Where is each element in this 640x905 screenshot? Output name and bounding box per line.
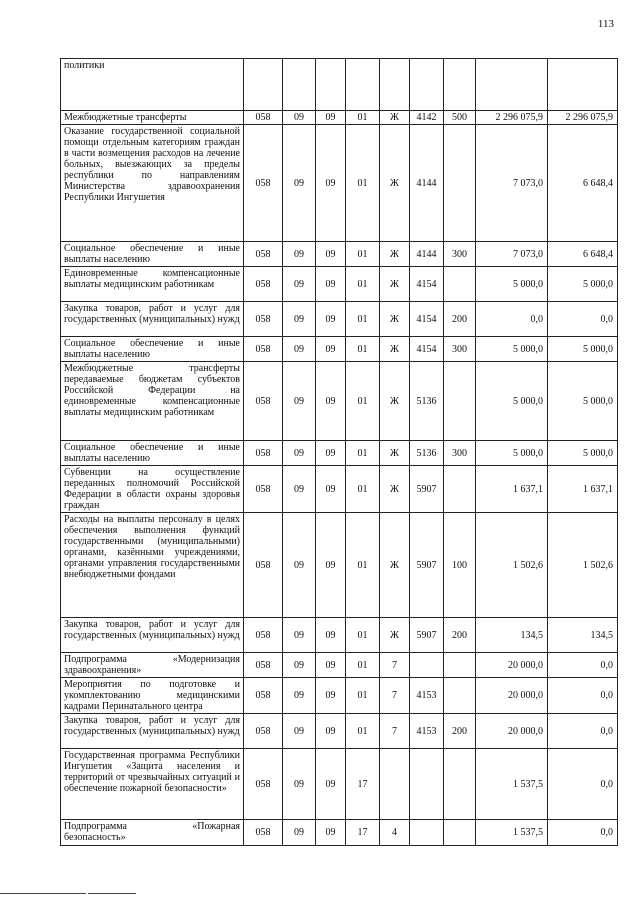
row-pr: 09 <box>316 513 346 618</box>
row-ved: 058 <box>244 466 283 513</box>
row-ved: 058 <box>244 618 283 653</box>
row-pr: 09 <box>316 337 346 362</box>
row-vr: 200 <box>444 618 476 653</box>
row-rz: 09 <box>283 125 316 242</box>
row-sum-plan: 1 637,1 <box>476 466 548 513</box>
row-sum-fact: 5 000,0 <box>548 267 618 302</box>
row-sum-fact: 6 648,4 <box>548 125 618 242</box>
row-ved: 058 <box>244 362 283 441</box>
row-cs-direction <box>410 59 444 111</box>
row-cs-direction: 4154 <box>410 302 444 337</box>
row-sum-plan: 0,0 <box>476 302 548 337</box>
row-cs-program: 01 <box>346 267 380 302</box>
row-cs-direction: 5136 <box>410 441 444 466</box>
budget-table <box>60 58 618 846</box>
table-row <box>61 513 618 618</box>
row-sum-fact: 134,5 <box>548 618 618 653</box>
row-sum-fact: 0,0 <box>548 820 618 846</box>
row-cs-program <box>346 59 380 111</box>
row-sum-plan: 5 000,0 <box>476 267 548 302</box>
row-cs-subprogram: 4 <box>380 820 410 846</box>
row-sum-plan <box>476 59 548 111</box>
table-row <box>61 678 618 714</box>
row-vr <box>444 678 476 714</box>
row-sum-fact: 5 000,0 <box>548 441 618 466</box>
row-pr <box>316 59 346 111</box>
row-ved: 058 <box>244 242 283 267</box>
table-row <box>61 337 618 362</box>
row-sum-plan: 5 000,0 <box>476 441 548 466</box>
row-name: Межбюджетные трансферты <box>61 111 244 125</box>
row-vr: 300 <box>444 441 476 466</box>
row-cs-subprogram: Ж <box>380 466 410 513</box>
row-cs-direction: 4153 <box>410 714 444 749</box>
row-ved: 058 <box>244 820 283 846</box>
row-vr <box>444 362 476 441</box>
row-pr: 09 <box>316 678 346 714</box>
row-name: Государственная программа Республики Ингушетия «Защита населения и территорий от чрезвычайных ситуаций и обеспечение пожарной безопасности» <box>61 749 244 820</box>
row-rz: 09 <box>283 362 316 441</box>
row-pr: 09 <box>316 242 346 267</box>
row-pr: 09 <box>316 362 346 441</box>
row-cs-direction <box>410 820 444 846</box>
row-sum-fact: 0,0 <box>548 714 618 749</box>
row-sum-fact: 0,0 <box>548 302 618 337</box>
table-row <box>61 362 618 441</box>
row-cs-program: 01 <box>346 466 380 513</box>
row-rz: 09 <box>283 441 316 466</box>
row-pr: 09 <box>316 618 346 653</box>
table-row <box>61 59 618 111</box>
row-sum-fact: 1 637,1 <box>548 466 618 513</box>
row-vr <box>444 59 476 111</box>
row-vr: 100 <box>444 513 476 618</box>
row-ved: 058 <box>244 125 283 242</box>
row-vr: 500 <box>444 111 476 125</box>
row-ved: 058 <box>244 111 283 125</box>
row-vr <box>444 653 476 678</box>
row-cs-subprogram <box>380 749 410 820</box>
row-sum-plan: 2 296 075,9 <box>476 111 548 125</box>
row-vr <box>444 820 476 846</box>
row-sum-fact: 2 296 075,9 <box>548 111 618 125</box>
row-rz: 09 <box>283 714 316 749</box>
row-pr: 09 <box>316 125 346 242</box>
row-rz: 09 <box>283 820 316 846</box>
row-name: Социальное обеспечение и иные выплаты населению <box>61 337 244 362</box>
row-name: Субвенции на осуществление переданных полномочий Российской Федерации в области охраны здоровья граждан <box>61 466 244 513</box>
row-sum-plan: 20 000,0 <box>476 678 548 714</box>
table-row <box>61 111 618 125</box>
row-ved: 058 <box>244 513 283 618</box>
row-vr <box>444 466 476 513</box>
row-cs-subprogram: Ж <box>380 441 410 466</box>
row-cs-direction <box>410 653 444 678</box>
row-name: Закупка товаров, работ и услуг для государственных (муниципальных) нужд <box>61 302 244 337</box>
row-pr: 09 <box>316 466 346 513</box>
row-ved: 058 <box>244 749 283 820</box>
row-pr: 09 <box>316 820 346 846</box>
row-sum-plan: 7 073,0 <box>476 125 548 242</box>
row-cs-direction: 5907 <box>410 513 444 618</box>
row-vr: 200 <box>444 714 476 749</box>
row-cs-direction: 4142 <box>410 111 444 125</box>
row-cs-program: 01 <box>346 653 380 678</box>
row-rz <box>283 59 316 111</box>
row-cs-program: 01 <box>346 618 380 653</box>
table-row <box>61 820 618 846</box>
row-sum-plan: 20 000,0 <box>476 653 548 678</box>
row-cs-program: 01 <box>346 337 380 362</box>
row-sum-fact <box>548 59 618 111</box>
row-vr <box>444 267 476 302</box>
row-cs-program: 17 <box>346 749 380 820</box>
table-row <box>61 125 618 242</box>
row-sum-plan: 134,5 <box>476 618 548 653</box>
row-cs-program: 01 <box>346 362 380 441</box>
row-name: Расходы на выплаты персоналу в целях обеспечения выполнения функций государственными (муниципальными) органами, казёнными учреждениями, органами управления государственными внебюджетными фондами <box>61 513 244 618</box>
row-cs-direction: 5907 <box>410 618 444 653</box>
table-row <box>61 466 618 513</box>
row-sum-fact: 1 502,6 <box>548 513 618 618</box>
row-name: Подпрограмма «Модернизация здравоохранения» <box>61 653 244 678</box>
table-row <box>61 653 618 678</box>
row-sum-fact: 6 648,4 <box>548 242 618 267</box>
row-cs-subprogram: 7 <box>380 653 410 678</box>
row-pr: 09 <box>316 111 346 125</box>
row-sum-fact: 0,0 <box>548 678 618 714</box>
row-ved: 058 <box>244 441 283 466</box>
row-cs-program: 17 <box>346 820 380 846</box>
row-vr: 300 <box>444 337 476 362</box>
row-name: Межбюджетные трансферты передаваемые бюджетам субъектов Российской Федерации на единовременные компенсационные выплаты медицинским работникам <box>61 362 244 441</box>
row-rz: 09 <box>283 466 316 513</box>
row-vr <box>444 125 476 242</box>
row-sum-plan: 1 502,6 <box>476 513 548 618</box>
row-rz: 09 <box>283 337 316 362</box>
row-cs-program: 01 <box>346 111 380 125</box>
row-cs-subprogram: 7 <box>380 714 410 749</box>
row-cs-program: 01 <box>346 513 380 618</box>
row-sum-fact: 5 000,0 <box>548 362 618 441</box>
row-cs-subprogram: 7 <box>380 678 410 714</box>
row-cs-subprogram: Ж <box>380 242 410 267</box>
row-rz: 09 <box>283 302 316 337</box>
row-name: Социальное обеспечение и иные выплаты населению <box>61 242 244 267</box>
row-pr: 09 <box>316 441 346 466</box>
row-sum-plan: 7 073,0 <box>476 242 548 267</box>
row-pr: 09 <box>316 749 346 820</box>
row-cs-program: 01 <box>346 125 380 242</box>
row-cs-program: 01 <box>346 242 380 267</box>
table-row <box>61 749 618 820</box>
row-cs-subprogram <box>380 59 410 111</box>
row-cs-direction: 4154 <box>410 267 444 302</box>
row-name: Социальное обеспечение и иные выплаты населению <box>61 441 244 466</box>
row-ved <box>244 59 283 111</box>
row-rz: 09 <box>283 618 316 653</box>
row-pr: 09 <box>316 302 346 337</box>
footer-rule-left <box>0 893 86 894</box>
row-ved: 058 <box>244 714 283 749</box>
row-sum-plan: 1 537,5 <box>476 820 548 846</box>
row-cs-direction: 4153 <box>410 678 444 714</box>
row-vr: 300 <box>444 242 476 267</box>
row-sum-plan: 20 000,0 <box>476 714 548 749</box>
row-ved: 058 <box>244 302 283 337</box>
row-name: Мероприятия по подготовке и укомплектованию медицинскими кадрами Перинатального центра <box>61 678 244 714</box>
row-cs-direction: 4154 <box>410 337 444 362</box>
row-sum-fact: 0,0 <box>548 749 618 820</box>
row-rz: 09 <box>283 513 316 618</box>
row-name: Закупка товаров, работ и услуг для государственных (муниципальных) нужд <box>61 618 244 653</box>
row-cs-program: 01 <box>346 441 380 466</box>
row-rz: 09 <box>283 242 316 267</box>
row-ved: 058 <box>244 337 283 362</box>
row-cs-subprogram: Ж <box>380 513 410 618</box>
row-cs-subprogram: Ж <box>380 618 410 653</box>
row-cs-program: 01 <box>346 678 380 714</box>
row-rz: 09 <box>283 749 316 820</box>
row-sum-plan: 1 537,5 <box>476 749 548 820</box>
table-row <box>61 267 618 302</box>
table-body <box>61 59 618 846</box>
row-cs-direction: 4144 <box>410 125 444 242</box>
row-cs-subprogram: Ж <box>380 267 410 302</box>
row-cs-direction: 4144 <box>410 242 444 267</box>
row-cs-program: 01 <box>346 714 380 749</box>
page-number: 113 <box>597 18 614 30</box>
row-name: Закупка товаров, работ и услуг для государственных (муниципальных) нужд <box>61 714 244 749</box>
row-name: Оказание государственной социальной помощи отдельным категориям граждан в части возмещения расходов на лечение больных, выезжающих за пределы республики по направлениям Министерства здравоохранения Республики Ингушетия <box>61 125 244 242</box>
row-rz: 09 <box>283 111 316 125</box>
row-pr: 09 <box>316 267 346 302</box>
row-rz: 09 <box>283 678 316 714</box>
row-rz: 09 <box>283 267 316 302</box>
row-name: Единовременные компенсационные выплаты медицинским работникам <box>61 267 244 302</box>
row-name: Подпрограмма «Пожарная безопасность» <box>61 820 244 846</box>
row-ved: 058 <box>244 653 283 678</box>
row-cs-subprogram: Ж <box>380 111 410 125</box>
table-row <box>61 441 618 466</box>
table-row <box>61 618 618 653</box>
row-cs-subprogram: Ж <box>380 125 410 242</box>
row-pr: 09 <box>316 714 346 749</box>
row-name: политики <box>61 59 244 111</box>
table-row <box>61 302 618 337</box>
row-ved: 058 <box>244 267 283 302</box>
row-sum-fact: 0,0 <box>548 653 618 678</box>
row-cs-direction: 5136 <box>410 362 444 441</box>
row-rz: 09 <box>283 653 316 678</box>
row-sum-fact: 5 000,0 <box>548 337 618 362</box>
table-row <box>61 242 618 267</box>
row-cs-subprogram: Ж <box>380 302 410 337</box>
row-sum-plan: 5 000,0 <box>476 337 548 362</box>
row-vr: 200 <box>444 302 476 337</box>
row-cs-direction <box>410 749 444 820</box>
row-cs-direction: 5907 <box>410 466 444 513</box>
row-cs-subprogram: Ж <box>380 362 410 441</box>
table-row <box>61 714 618 749</box>
row-cs-program: 01 <box>346 302 380 337</box>
row-vr <box>444 749 476 820</box>
row-cs-subprogram: Ж <box>380 337 410 362</box>
footer-rule-right <box>88 893 136 894</box>
row-sum-plan: 5 000,0 <box>476 362 548 441</box>
row-ved: 058 <box>244 678 283 714</box>
row-pr: 09 <box>316 653 346 678</box>
